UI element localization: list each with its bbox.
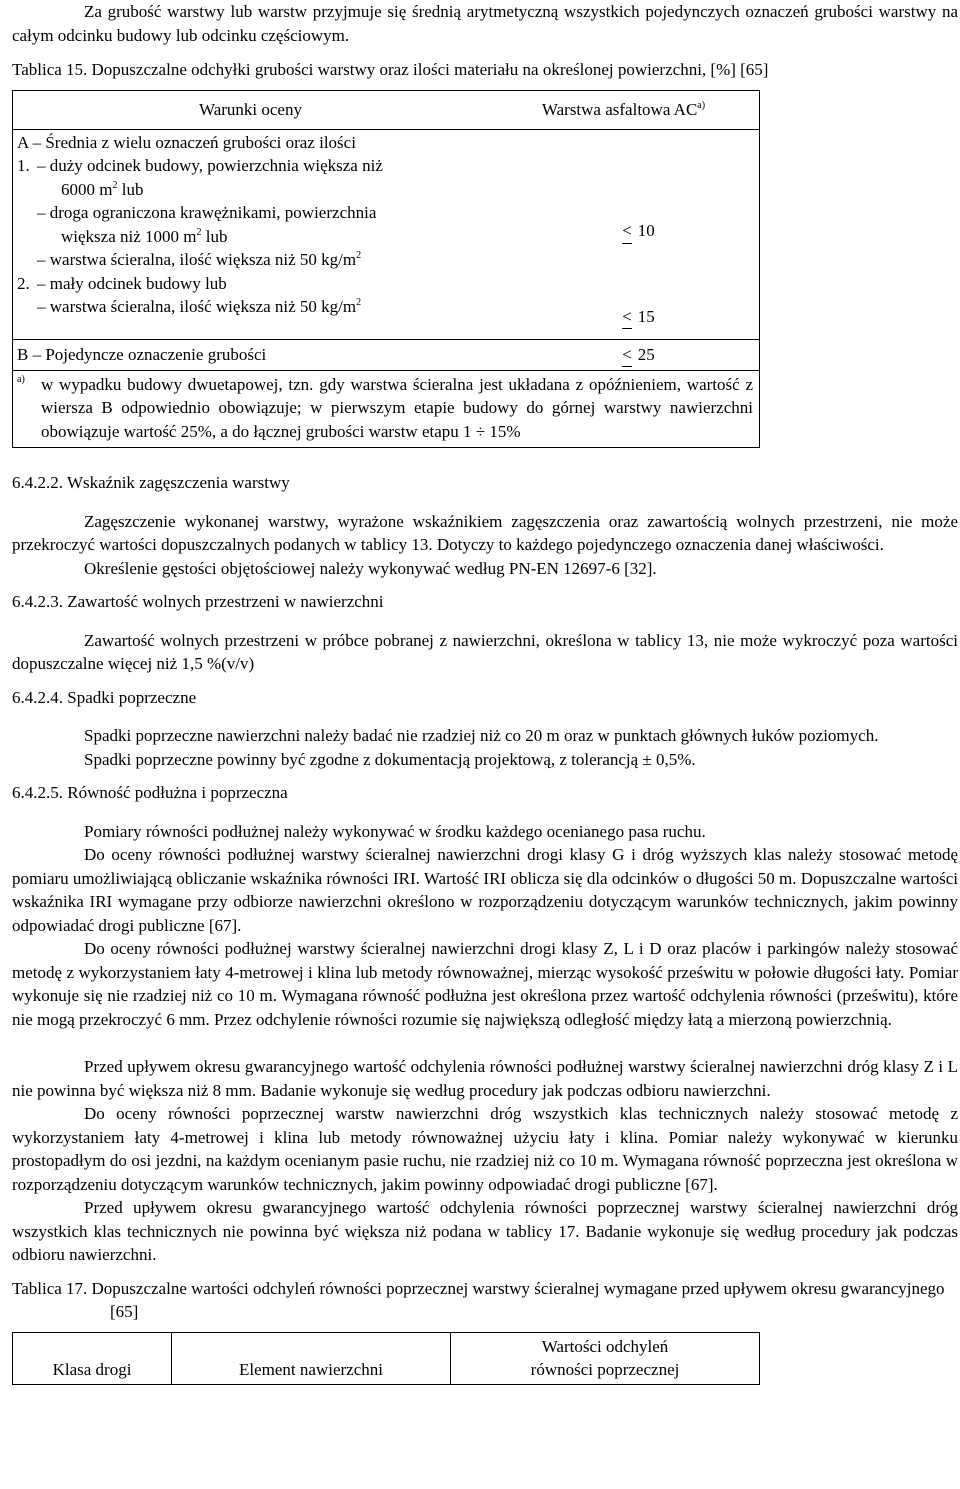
table17-col-klasa-drogi: Klasa drogi xyxy=(13,1332,172,1384)
para-6-4-2-5-a: Pomiary równości podłużnej należy wykonywać w środku każdego ocenianego pasa ruchu. xyxy=(84,821,706,841)
para-6-4-2-2-b: Określenie gęstości objętościowej należy wykonywać według PN-EN 12697-6 [32]. xyxy=(84,558,657,578)
para-6-4-2-3-a: Zawartość wolnych przestrzeni w próbce pobranej z nawierzchni, określona w tablicy 13, nie może wykroczyć poza wartości dopuszczalne więcej niż 1,5 %(v/v) xyxy=(12,630,958,673)
para-6-4-2-5-b: Do oceny równości podłużnej warstwy ścieralnej nawierzchni drogi klasy G i dróg wyższych klas należy stosować metodę pomiaru umożliwiającą obliczanie wskaźnika równości IRI. Wartość IRI oblicza się dla odcinków o długości 50 m. Dopuszczalne wartości wskaźnika IRI wymagane przy odbiorze nawierzchni określono w rozporządzeniu dotyczącym warunków technicznych, jakim powinny odpowiadać drogi publiczne [67]. xyxy=(12,845,958,935)
para-6-4-2-2-a: Zagęszczenie wykonanej warstwy, wyrażone wskaźnikiem zagęszczenia oraz zawartością wolnych przestrzeni, nie może przekroczyć wartości dopuszczalnych podanych w tablicy 13. Dotyczy to każdego pojedynczego oznaczenia danej właściwości. xyxy=(12,511,958,554)
table15-header-row xyxy=(13,91,759,130)
heading-6-4-2-5: 6.4.2.5. Równość podłużna i poprzeczna xyxy=(12,783,288,802)
item2-value: < 15 xyxy=(488,295,759,339)
para-6-4-2-5-d: Przed upływem okresu gwarancyjnego wartość odchylenia równości podłużnej warstwy ścieralnej nawierzchni dróg klasy Z i L nie powinna być większa niż 8 mm. Badanie wykonuje się według procedury jak podczas odbioru nawierzchni. xyxy=(12,1057,958,1100)
table17 xyxy=(12,1332,760,1385)
table15-footnote xyxy=(13,370,759,448)
heading-6-4-2-2: 6.4.2.2. Wskaźnik zagęszczenia warstwy xyxy=(12,473,290,492)
table15-row-a-values xyxy=(488,130,759,339)
para-6-4-2-5-c: Do oceny równości podłużnej warstwy ścieralnej nawierzchni drogi klasy Z, L i D oraz placów i parkingów należy stosować metodę z wykorzystaniem łaty 4-metrowej i klina lub metody równoważnej, mierząc wysokość prześwitu w połowie długości łaty. Pomiar wykonuje się nie rzadziej niż co 10 m. Wymagana równość podłużna jest określona przez wartość odchylenia równości (prześwitu), które nie mogą przekroczyć 6 mm. Przez odchylenie równości rozumie się największą odległość między łatą a mierzoną powierzchnią. xyxy=(12,939,958,1029)
row-a-title: A – Średnia z wielu oznaczeń grubości oraz ilości xyxy=(17,132,356,152)
document-page xyxy=(12,0,958,1385)
table15-caption: Tablica 15. Dopuszczalne odchyłki grubości warstwy oraz ilości materiału na określonej powierzchni, [%] [65] xyxy=(12,60,769,79)
table15-row-a-conditions xyxy=(13,130,488,339)
item1-value: < 10 xyxy=(488,130,759,295)
table15 xyxy=(12,90,760,449)
table17-caption: Tablica 17. Dopuszczalne wartości odchyleń równości poprzecznej warstwy ścieralnej wymagane przed upływem okresu gwarancyjnego [65] xyxy=(12,1278,945,1321)
para-6-4-2-4-b: Spadki poprzeczne powinny być zgodne z dokumentacją projektową, z tolerancją ± 0,5%. xyxy=(84,749,696,769)
item-2: 2. – mały odcinek budowy lub – warstwa ścieralna, ilość większa niż 50 $kg/m^2$ xyxy=(17,273,362,316)
intro-paragraph: Za grubość warstwy lub warstw przyjmuje się średnią arytmetyczną wszystkich pojedynczych oznaczeń grubości warstwy na całym odcinku budowy lub odcinku częściowym. xyxy=(12,2,958,45)
row-b-title: B – Pojedyncze oznaczenie grubości xyxy=(17,344,267,364)
footnote-mark: a) xyxy=(17,373,25,385)
table15-row-b xyxy=(13,339,759,370)
item-1: 1. – duży odcinek budowy, powierzchnia większa niż 6000 $m^2$ lub – droga ograniczona krawężnikami, powierzchnia większa niż 1000 $m^2$ lub – warstwa ścieralna, ilość większa niż 50 $kg/m^2$ xyxy=(17,156,383,269)
para-6-4-2-5-f: Przed upływem okresu gwarancyjnego wartość odchylenia równości poprzecznej warstwy ścieralnej nawierzchni dróg wszystkich klas technicznych nie powinna być większa niż podana w tablicy 17. Badanie wykonuje się według procedury jak podczas odbioru nawierzchni. xyxy=(12,1198,958,1264)
table17-col-wartosci: Wartości odchyleń równości poprzecznej xyxy=(451,1332,760,1384)
heading-6-4-2-3: 6.4.2.3. Zawartość wolnych przestrzeni w nawierzchni xyxy=(12,592,384,611)
para-6-4-2-5-e: Do oceny równości poprzecznej warstw nawierzchni dróg wszystkich klas technicznych należy stosować metodę z wykorzystaniem łaty 4-metrowej i klina lub metody równoważnej użyciu łaty i klina. Pomiar należy wykonywać w kierunku prostopadłym do osi jezdni, na każdym ocenianym pasie ruchu, nie rzadziej niż co 10 m. Wymagana równość poprzeczna jest określona w rozporządzeniu dotyczącym warunków technicznych, jakim powinny odpowiadać drogi publiczne [67]. xyxy=(12,1104,958,1194)
row-b-value: < 25 xyxy=(488,343,759,367)
table15-col2-header: Warstwa asfaltowa AC$^{a)}$ xyxy=(541,99,706,119)
footnote-text: w wypadku budowy dwuetapowej, tzn. gdy warstwa ścieralna jest układana z opóźnieniem, wartość z wiersza B odpowiednio obowiązuje; w pierwszym etapie budowy do górnej warstwy nawierzchni obowiązuje wartość 25%, a do łącznej grubości warstw etapu 1 ÷ 15% xyxy=(41,374,753,441)
heading-6-4-2-4: 6.4.2.4. Spadki poprzeczne xyxy=(12,687,197,707)
table15-row-a xyxy=(13,130,759,339)
para-6-4-2-4-a: Spadki poprzeczne nawierzchni należy badać nie rzadziej niż co 20 m oraz w punktach głównych łuków poziomych. xyxy=(84,726,879,745)
table15-col1-header: Warunki oceny xyxy=(199,99,302,119)
table17-col-element: Element nawierzchni xyxy=(172,1332,451,1384)
table17-header-row xyxy=(13,1332,760,1384)
